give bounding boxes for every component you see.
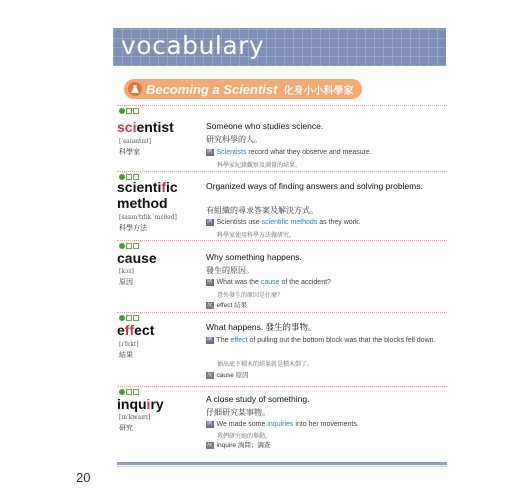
definition-translation: 研究科學的人。	[206, 135, 262, 144]
word-translation: 研究	[119, 425, 133, 432]
footer-rule-thin	[117, 466, 447, 467]
vocab-word: cause	[117, 250, 157, 266]
definition: Why something happens.	[206, 252, 302, 262]
vocab-word: effect	[117, 322, 155, 338]
example-translation: 科學家使用科學方法做研究。	[217, 233, 296, 239]
entry-divider	[117, 240, 447, 241]
vocab-entry-scientist	[117, 105, 447, 169]
entry-divider	[117, 171, 447, 172]
example-sentence: 例 The effect of pulling out the bottom block was that the blocks fell down.	[207, 337, 436, 344]
vocab-word: scientist	[117, 119, 174, 135]
example-sentence: 例 What was the cause of the accident?	[207, 279, 331, 286]
definition-translation: 仔細研究某事物。	[206, 408, 270, 417]
word-translation: 結果	[119, 352, 133, 359]
related-word: 反 inquire 詢問；調查	[207, 442, 271, 449]
entry-divider	[117, 312, 447, 313]
definition-translation: 有組織的尋求答案及解決方式。	[206, 206, 318, 215]
word-translation: 科學方法	[119, 225, 147, 232]
phonetic: [ˈsaɪəntɪst]	[119, 138, 152, 145]
vocab-entry-cause	[117, 240, 447, 310]
entry-divider	[117, 386, 447, 387]
level-dots-icon	[119, 108, 139, 114]
vocab-word: inquiry	[117, 396, 164, 412]
entry-divider	[117, 105, 447, 106]
example-translation: 抽出底下積木的結果就是積木倒了。	[217, 362, 314, 368]
example-sentence: 例 We made some inquiries into her movements.	[207, 421, 359, 428]
example-translation: 我們研究她的舉動。	[217, 434, 272, 440]
vocab-entry-effect	[117, 312, 447, 387]
definition: A close study of something.	[206, 394, 310, 404]
phonetic: [saɪənˈtɪfɪk ˈmɛθəd]	[119, 214, 177, 221]
phonetic: [ɪnˈkwaɪrɪ]	[119, 414, 151, 421]
example-sentence: 例 Scientists record what they observe and measure.	[207, 149, 372, 156]
vocab-word-line2: method	[117, 195, 168, 211]
section-title-zh: 化身小小科學家	[283, 85, 354, 97]
vocab-word: scientific	[117, 179, 178, 195]
definition: Organized ways of finding answers and solving problems.	[206, 181, 423, 191]
definition: What happens. 發生的事物。	[206, 322, 317, 332]
level-dots-icon	[119, 315, 139, 321]
vocab-entry-scientific-method	[117, 171, 447, 237]
example-sentence: 例 Scientists use scientific methods as they work.	[207, 219, 361, 226]
definition-translation: 發生的原因。	[206, 266, 254, 275]
word-translation: 科學家	[119, 149, 140, 156]
phonetic: [kɔz]	[119, 268, 134, 275]
related-word: 反 cause 原因	[207, 372, 249, 379]
related-word: 反 effect 結果	[207, 302, 248, 309]
level-dots-icon	[119, 243, 139, 249]
page-number: 20	[76, 470, 91, 485]
example-translation: 科學家紀錄觀察及測量的結果。	[217, 163, 302, 169]
footer-rule	[117, 462, 447, 465]
section-title-en: Becoming a Scientist	[146, 81, 278, 97]
definition: Someone who studies science.	[206, 121, 324, 131]
vocab-entry-inquiry	[117, 386, 447, 456]
level-dots-icon	[119, 389, 139, 395]
page-title: vocabulary	[121, 31, 265, 60]
header-banner	[113, 28, 446, 66]
section-title-pill	[124, 79, 362, 99]
word-translation: 原因	[119, 279, 133, 286]
example-translation: 意外發生的原因是什麼？	[217, 293, 284, 299]
flask-icon	[128, 82, 142, 96]
phonetic: [ɪˈfɛkt]	[119, 341, 139, 348]
